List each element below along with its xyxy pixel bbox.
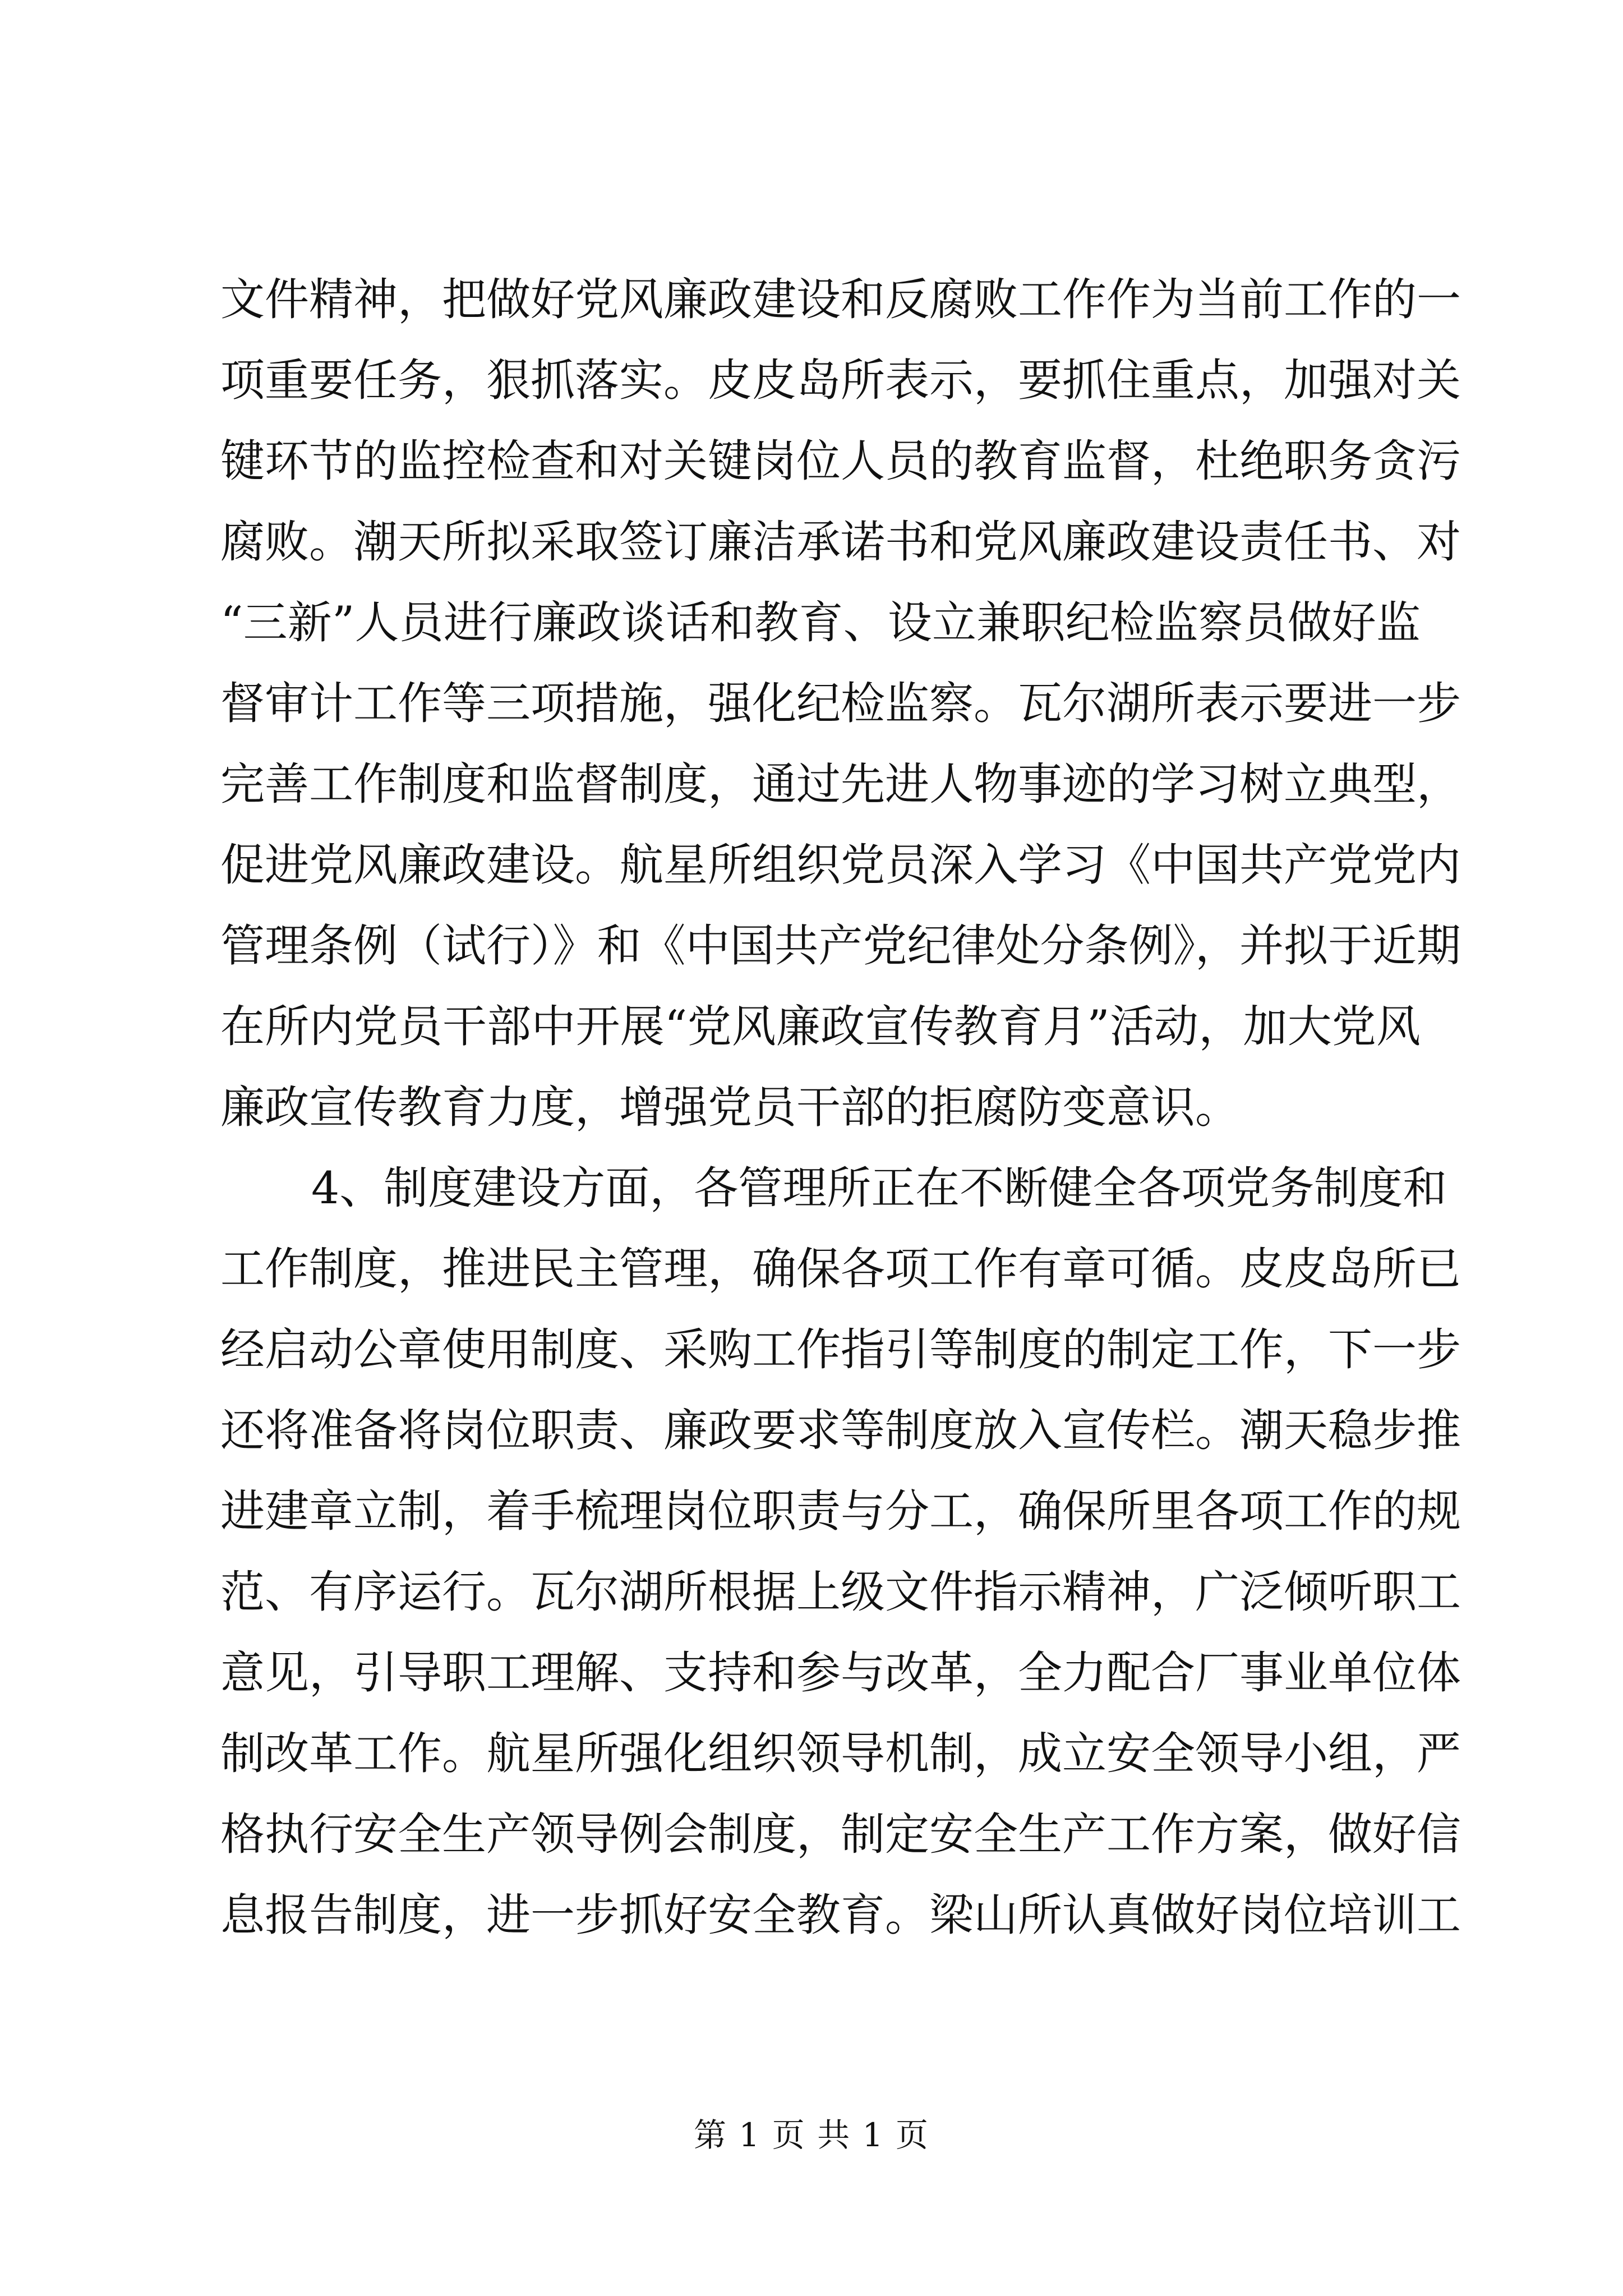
text-line: 意见，引导职工理解、支持和参与改革，全力配合厂事业单位体 [220,1647,1461,1699]
text-line: 进建章立制，着手梳理岗位职责与分工，确保所里各项工作的规 [220,1485,1461,1537]
text-line: “三新”人员进行廉政谈话和教育、设立兼职纪检监察员做好监 [220,597,1421,648]
page-footer: 第 1 页 共 1 页 [694,2116,929,2154]
text-line: 范、有序运行。瓦尔湖所根据上级文件指示精神，广泛倾听职工 [220,1566,1461,1618]
text-line: 廉政宣传教育力度，增强党员干部的拒腐防变意识。 [220,1082,1239,1133]
text-line: 督审计工作等三项措施，强化纪检监察。瓦尔湖所表示要进一步 [220,678,1461,729]
text-line: 格执行安全生产领导例会制度，制定安全生产工作方案，做好信 [220,1809,1461,1860]
text-line: 腐败。潮天所拟采取签订廉洁承诺书和党风廉政建设责任书、对 [220,516,1461,568]
text-line: 经启动公章使用制度、采购工作指引等制度的制定工作，下一步 [220,1324,1461,1375]
text-line: 键环节的监控检查和对关键岗位人员的教育监督，杜绝职务贪污 [220,435,1461,487]
paragraph-1 [220,259,1461,1148]
text-line: 工作制度，推进民主管理，确保各项工作有章可循。皮皮岛所已 [220,1243,1461,1295]
document-body [220,259,1461,1955]
paragraph-2 [220,1148,1461,1955]
text-line: 促进党风廉政建设。航星所组织党员深入学习《中国共产党党内 [220,839,1461,891]
text-line: 完善工作制度和监督制度，通过先进人物事迹的学习树立典型， [220,758,1461,810]
text-line: 管理条例（试行）》和《中国共产党纪律处分条例》，并拟于近期 [220,920,1461,972]
text-line: 在所内党员干部中开展“党风廉政宣传教育月”活动，加大党风 [220,1001,1421,1052]
text-line: 制改革工作。航星所强化组织领导机制，成立安全领导小组，严 [220,1728,1461,1779]
text-line: 还将准备将岗位职责、廉政要求等制度放入宣传栏。潮天稳步推 [220,1405,1461,1456]
text-line: 项重要任务，狠抓落实。皮皮岛所表示，要抓住重点，加强对关 [220,355,1461,406]
text-line: 文件精神，把做好党风廉政建设和反腐败工作作为当前工作的一 [220,274,1461,325]
text-line: 4、制度建设方面，各管理所正在不断健全各项党务制度和 [311,1162,1447,1214]
text-line: 息报告制度，进一步抓好安全教育。梁山所认真做好岗位培训工 [220,1889,1461,1941]
